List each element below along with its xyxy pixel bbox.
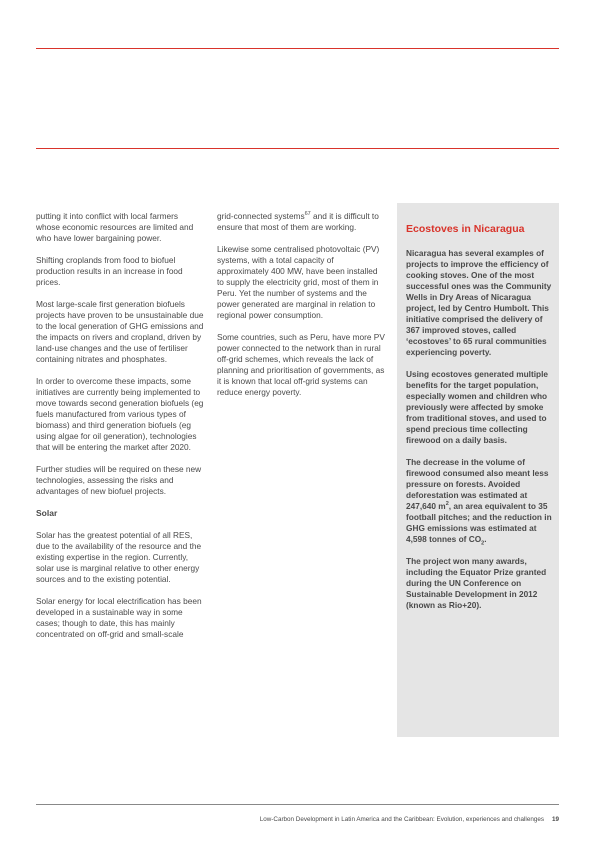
paragraph: Some countries, such as Peru, have more PV power connected to the network than in rural off-grid schemes, which reveals the lack of planning and prioritisation of governments, as it is known that local off-grid systems can reduce energy poverty. bbox=[217, 332, 385, 397]
subscript: 2 bbox=[481, 540, 485, 547]
case-study-box bbox=[397, 203, 559, 737]
left-column bbox=[36, 211, 204, 651]
box-paragraph: Using ecostoves generated multiple benefits for the target population, especially women and children who previously were affected by smoke from traditional stoves, and used to spend precious time collecting firewood on a daily basis. bbox=[406, 369, 549, 445]
box-text: , an area equivalent to 35 football pitches; and the reduction in GHG emissions was estimated at 4,598 tonnes of CO bbox=[406, 501, 552, 544]
box-text: . bbox=[484, 534, 487, 544]
paragraph: Most large-scale first generation biofuels projects have proven to be unsustainable due to the local generation of GHG emissions and the impacts on rivers and cropland, driven by land-use changes and the use of fertiliser containing nitrates and phosphates. bbox=[36, 299, 204, 364]
middle-column bbox=[217, 211, 385, 409]
box-paragraph: Nicaragua has several examples of projects to improve the efficiency of cooking stoves. One of the most successful ones was the Community Wells in Dry Areas of Nicaragua project, led by Centro Humbolt. This initiative comprised the delivery of 367 improved stoves, called ‘ecostoves’ to 65 rural communities experiencing poverty. bbox=[406, 248, 552, 357]
paragraph: Further studies will be required on these new technologies, assessing the risks and advantages of new biofuel projects. bbox=[36, 464, 202, 496]
box-text: The decrease in the volume of firewood consumed also meant less pressure on forests. Avoided deforestation was estimated at 247,640 m bbox=[406, 457, 549, 511]
paragraph: putting it into conflict with local farmers whose economic resources are limited and who have lower bargaining power. bbox=[36, 211, 194, 243]
paragraph: Shifting croplands from food to biofuel production results in an increase in food prices. bbox=[36, 255, 183, 287]
paragraph: Solar has the greatest potential of all RES, due to the availability of the resource and the existing expertise in the region. Currently, solar use is marginal relative to other energy sources and to the existing potential. bbox=[36, 530, 202, 584]
paragraph: Likewise some centralised photovoltaic (PV) systems, with a total capacity of approximately 400 MW, have been installed to supply the electricity grid, most of them in Peru. Yet the number of systems and the power generated are marginal in relation to regional power consumption. bbox=[217, 244, 380, 320]
box-title: Ecostoves in Nicaragua bbox=[406, 223, 525, 235]
paragraph-text: grid-connected systems bbox=[217, 211, 305, 221]
box-paragraph: The project won many awards, including the Equator Prize granted during the UN Conference on Sustainable Development in 2012 (known as Rio+20). bbox=[406, 556, 547, 610]
footer-title: Low-Carbon Development in Latin America and the Caribbean: Evolution, experiences and challenges bbox=[259, 816, 544, 823]
paragraph-text: and it is difficult to ensure that most of them are working. bbox=[217, 211, 379, 232]
page-footer bbox=[260, 816, 559, 823]
box-paragraph bbox=[406, 457, 554, 545]
top-rule bbox=[36, 48, 559, 49]
paragraph bbox=[217, 211, 385, 233]
superscript: 2 bbox=[445, 501, 449, 508]
section-heading-solar: Solar bbox=[36, 508, 58, 518]
page-number: 19 bbox=[551, 816, 559, 823]
paragraph: Solar energy for local electrification has been developed in a sustainable way in some cases; though to date, this has mainly concentrated on off-grid and small-scale bbox=[36, 596, 202, 639]
header-bottom-rule bbox=[36, 148, 559, 149]
footer-rule bbox=[36, 804, 559, 805]
paragraph: In order to overcome these impacts, some initiatives are currently being implemented to move towards second generation biofuels (eg fuels manufactured from various types of biomass) and third generation biofuels (eg using algae for oil generation), technologies that will be entering the market after 2020. bbox=[36, 376, 204, 452]
footnote-ref[interactable]: 67 bbox=[304, 211, 311, 218]
